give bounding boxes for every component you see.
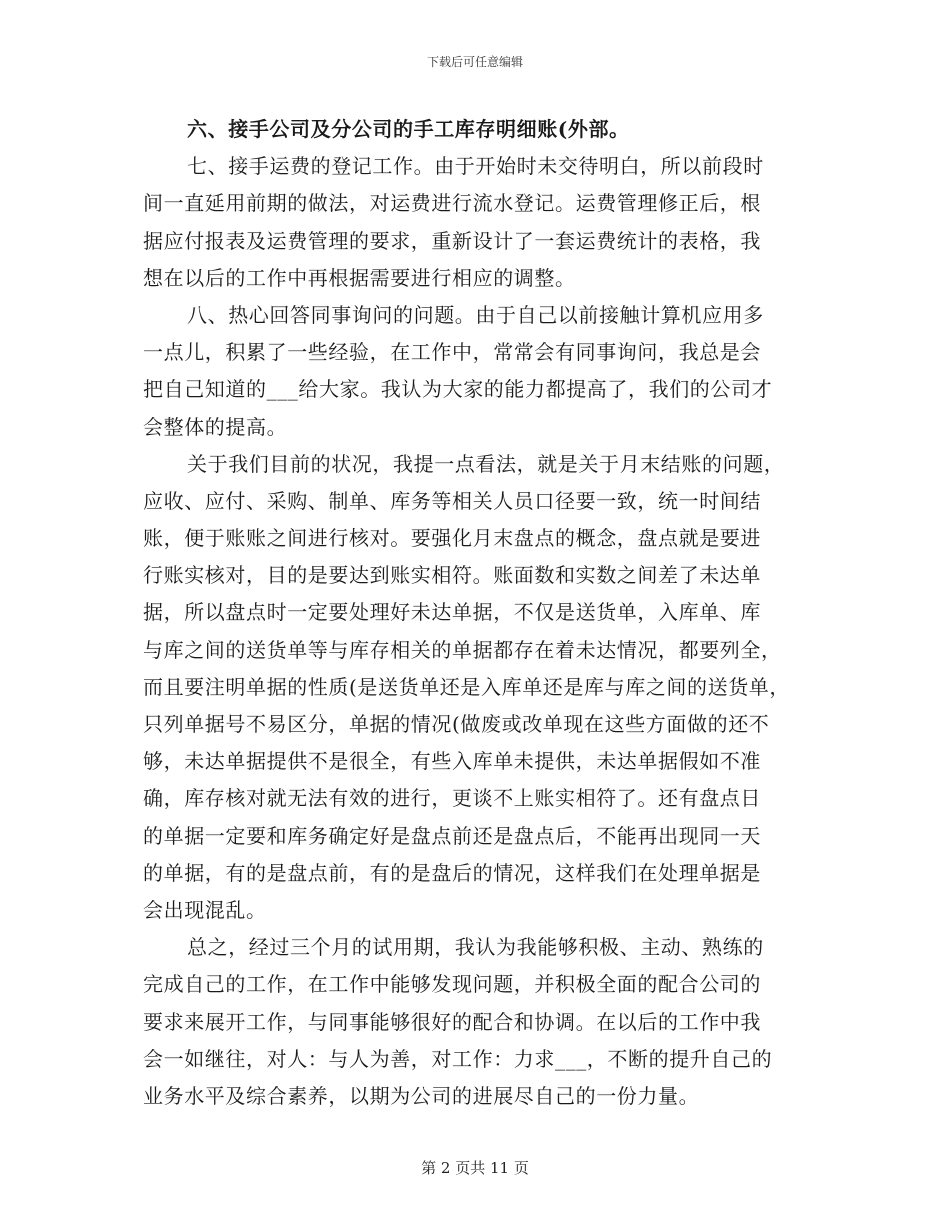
text-line: 会出现混乱。	[143, 897, 267, 922]
text-line: 八、热心回答同事询问的问题。由于自己以前接触计算机应用多	[187, 302, 764, 327]
text-line: 的单据，有的是盘点前，有的是盘后的情况，这样我们在处理单据是	[143, 860, 761, 885]
text-line: 账，便于账账之间进行核对。要强化月末盘点的概念，盘点就是要进	[143, 526, 761, 551]
text-line: 完成自己的工作，在工作中能够发现问题，并积极全面的配合公司的	[143, 972, 761, 997]
text-line: 总之，经过三个月的试用期，我认为我能够积极、主动、熟练的	[187, 935, 764, 960]
text-line: 应收、应付、采购、制单、库务等相关人员口径要一致，统一时间结	[143, 488, 761, 513]
text-line: 六、接手公司及分公司的手工库存明细账(外部。	[187, 117, 630, 141]
text-line: 据应付报表及运费管理的要求，重新设计了一套运费统计的表格，我	[143, 228, 761, 253]
text-line: 行账实核对，目的是要达到账实相符。账面数和实数之间差了未达单	[143, 563, 761, 588]
text-line: 把自己知道的___给大家。我认为大家的能力都提高了，我们的公司才	[143, 377, 773, 402]
text-line: 关于我们目前的状况，我提一点看法，就是关于月末结账的问题，	[187, 451, 785, 476]
text-line: 确，库存核对就无法有效的进行，更谈不上账实相符了。还有盘点日	[143, 786, 761, 811]
text-line: 想在以后的工作中再根据需要进行相应的调整。	[143, 265, 576, 290]
text-line: 间一直延用前期的做法，对运费进行流水登记。运费管理修正后，根	[143, 191, 761, 216]
page-header: 下载后可任意编辑	[426, 55, 523, 69]
document-body	[143, 111, 811, 1115]
text-line: 一点儿，积累了一些经验，在工作中，常常会有同事询问，我总是会	[143, 340, 761, 365]
text-line: 会一如继往，对人：与人为善，对工作：力求___，不断的提升自己的	[143, 1046, 773, 1071]
page-footer: 第 2 页共 11 页	[421, 1159, 529, 1177]
text-line: 据，所以盘点时一定要处理好未达单据，不仅是送货单，入库单、库	[143, 600, 761, 625]
text-line: 与库之间的送货单等与库存相关的单据都存在着未达情况，都要列全，	[143, 637, 782, 662]
paragraph-item-6	[143, 111, 811, 148]
text-line: 够，未达单据提供不是很全，有些入库单未提供，未达单据假如不准	[143, 749, 761, 774]
paragraph-month-end-opinion	[143, 446, 811, 929]
text-line: 而且要注明单据的性质(是送货单还是入库单还是库与库之间的送货单，	[143, 674, 791, 699]
text-line: 只列单据号不易区分，单据的情况(做废或改单现在这些方面做的还不	[143, 712, 770, 736]
text-line: 要求来展开工作，与同事能够很好的配合和协调。在以后的工作中我	[143, 1009, 761, 1034]
text-line: 的单据一定要和库务确定好是盘点前还是盘点后，不能再出现同一天	[143, 823, 761, 848]
paragraph-item-7	[143, 148, 811, 297]
text-line: 七、接手运费的登记工作。由于开始时未交待明白，所以前段时	[187, 154, 764, 179]
paragraph-item-8	[143, 297, 811, 446]
paragraph-summary	[143, 929, 811, 1115]
text-line: 业务水平及综合素养，以期为公司的进展尽自己的一份力量。	[143, 1083, 700, 1108]
text-line: 会整体的提高。	[143, 414, 288, 439]
